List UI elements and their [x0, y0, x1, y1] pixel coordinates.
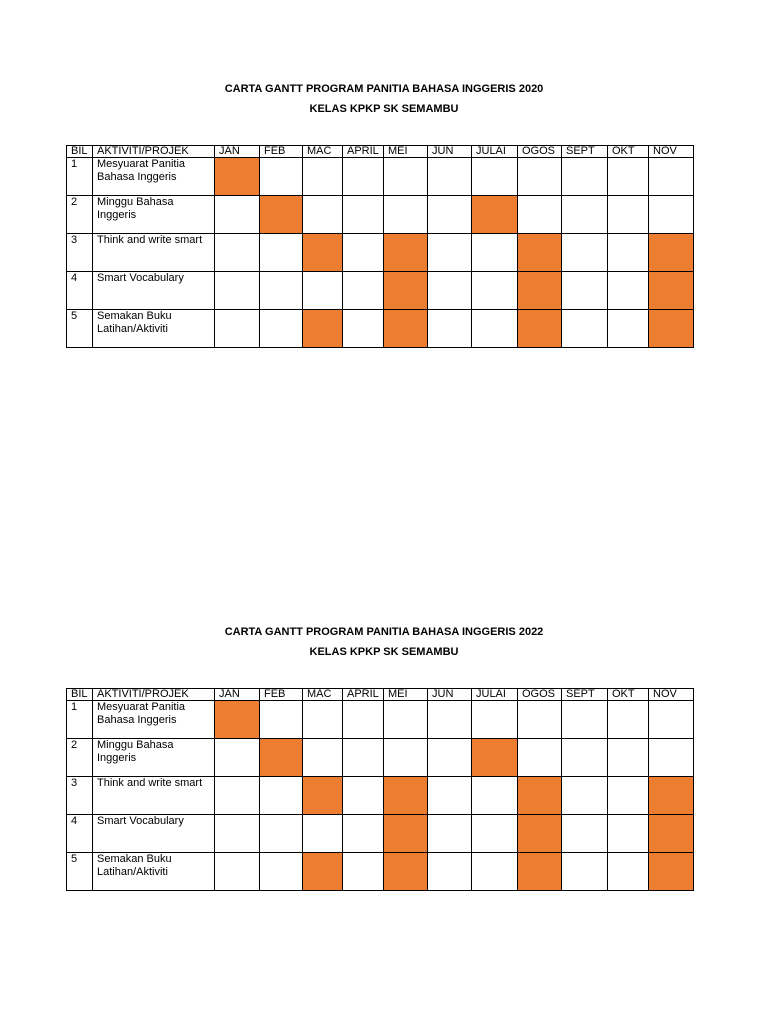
- month-cell: [215, 739, 260, 777]
- bil-cell: 1: [67, 701, 93, 739]
- month-cell: [303, 701, 343, 739]
- scheduled-month-cell: [518, 777, 562, 815]
- table-row: [67, 853, 694, 891]
- table-row: [67, 234, 694, 272]
- header-row: [67, 689, 694, 701]
- bil-cell: 2: [67, 196, 93, 234]
- scheduled-month-cell: [649, 853, 694, 891]
- bil-cell: 3: [67, 777, 93, 815]
- month-cell: [562, 234, 608, 272]
- header-cell: NOV: [649, 146, 694, 158]
- month-cell: [428, 310, 472, 348]
- month-cell: [384, 158, 428, 196]
- activity-cell: Mesyuarat Panitia Bahasa Inggeris: [93, 158, 215, 196]
- month-cell: [649, 701, 694, 739]
- month-cell: [518, 701, 562, 739]
- header-cell: APRIL: [343, 689, 384, 701]
- scheduled-month-cell: [303, 777, 343, 815]
- month-cell: [608, 234, 649, 272]
- table-row: [67, 158, 694, 196]
- month-cell: [518, 196, 562, 234]
- month-cell: [260, 272, 303, 310]
- month-cell: [260, 815, 303, 853]
- scheduled-month-cell: [518, 815, 562, 853]
- month-cell: [343, 853, 384, 891]
- month-cell: [428, 158, 472, 196]
- chart-title: CARTA GANTT PROGRAM PANITIA BAHASA INGGERIS 2022: [224, 626, 544, 638]
- header-cell: JULAI: [472, 689, 518, 701]
- activity-cell: Minggu Bahasa Inggeris: [93, 739, 215, 777]
- month-cell: [215, 234, 260, 272]
- month-cell: [343, 777, 384, 815]
- header-row: [67, 146, 694, 158]
- month-cell: [343, 272, 384, 310]
- month-cell: [303, 158, 343, 196]
- month-cell: [649, 158, 694, 196]
- month-cell: [260, 234, 303, 272]
- month-cell: [343, 158, 384, 196]
- month-cell: [260, 158, 303, 196]
- month-cell: [428, 739, 472, 777]
- scheduled-month-cell: [303, 310, 343, 348]
- scheduled-month-cell: [518, 853, 562, 891]
- month-cell: [343, 739, 384, 777]
- scheduled-month-cell: [384, 777, 428, 815]
- header-cell: MAC: [303, 689, 343, 701]
- month-cell: [649, 739, 694, 777]
- chart-title: CARTA GANTT PROGRAM PANITIA BAHASA INGGERIS 2020: [224, 83, 544, 95]
- scheduled-month-cell: [518, 234, 562, 272]
- table-row: [67, 272, 694, 310]
- scheduled-month-cell: [260, 739, 303, 777]
- month-cell: [562, 815, 608, 853]
- header-cell: OKT: [608, 689, 649, 701]
- header-cell: MEI: [384, 146, 428, 158]
- scheduled-month-cell: [303, 234, 343, 272]
- bil-cell: 4: [67, 272, 93, 310]
- month-cell: [215, 815, 260, 853]
- scheduled-month-cell: [518, 272, 562, 310]
- month-cell: [472, 701, 518, 739]
- activity-cell: Smart Vocabulary: [93, 815, 215, 853]
- month-cell: [562, 739, 608, 777]
- month-cell: [472, 234, 518, 272]
- header-cell: BIL: [67, 146, 93, 158]
- month-cell: [608, 815, 649, 853]
- gantt-table: [66, 688, 694, 891]
- activity-cell: Semakan Buku Latihan/Aktiviti: [93, 310, 215, 348]
- month-cell: [472, 815, 518, 853]
- header-cell: JAN: [215, 146, 260, 158]
- month-cell: [518, 739, 562, 777]
- month-cell: [562, 853, 608, 891]
- month-cell: [472, 310, 518, 348]
- month-cell: [384, 196, 428, 234]
- activity-cell: Mesyuarat Panitia Bahasa Inggeris: [93, 701, 215, 739]
- month-cell: [428, 272, 472, 310]
- scheduled-month-cell: [472, 196, 518, 234]
- scheduled-month-cell: [384, 853, 428, 891]
- month-cell: [608, 777, 649, 815]
- scheduled-month-cell: [518, 310, 562, 348]
- month-cell: [608, 701, 649, 739]
- header-cell: FEB: [260, 689, 303, 701]
- scheduled-month-cell: [384, 272, 428, 310]
- month-cell: [343, 701, 384, 739]
- month-cell: [649, 196, 694, 234]
- month-cell: [343, 234, 384, 272]
- bil-cell: 2: [67, 739, 93, 777]
- month-cell: [215, 196, 260, 234]
- month-cell: [608, 739, 649, 777]
- scheduled-month-cell: [260, 196, 303, 234]
- month-cell: [428, 777, 472, 815]
- month-cell: [428, 196, 472, 234]
- month-cell: [303, 739, 343, 777]
- month-cell: [384, 739, 428, 777]
- month-cell: [260, 701, 303, 739]
- month-cell: [343, 815, 384, 853]
- month-cell: [562, 196, 608, 234]
- scheduled-month-cell: [649, 777, 694, 815]
- month-cell: [215, 853, 260, 891]
- header-cell: JULAI: [472, 146, 518, 158]
- activity-cell: Semakan Buku Latihan/Aktiviti: [93, 853, 215, 891]
- scheduled-month-cell: [303, 853, 343, 891]
- header-cell: JUN: [428, 689, 472, 701]
- month-cell: [384, 701, 428, 739]
- month-cell: [562, 272, 608, 310]
- month-cell: [215, 777, 260, 815]
- header-cell: JUN: [428, 146, 472, 158]
- header-cell: OGOS: [518, 689, 562, 701]
- bil-cell: 1: [67, 158, 93, 196]
- activity-cell: Minggu Bahasa Inggeris: [93, 196, 215, 234]
- table-row: [67, 777, 694, 815]
- month-cell: [472, 272, 518, 310]
- table-row: [67, 815, 694, 853]
- month-cell: [428, 853, 472, 891]
- month-cell: [428, 701, 472, 739]
- header-cell: NOV: [649, 689, 694, 701]
- activity-cell: Think and write smart: [93, 234, 215, 272]
- month-cell: [608, 196, 649, 234]
- header-cell: JAN: [215, 689, 260, 701]
- header-cell: MAC: [303, 146, 343, 158]
- header-cell: SEPT: [562, 689, 608, 701]
- activity-cell: Think and write smart: [93, 777, 215, 815]
- table-row: [67, 739, 694, 777]
- month-cell: [472, 853, 518, 891]
- scheduled-month-cell: [649, 310, 694, 348]
- month-cell: [303, 196, 343, 234]
- activity-cell: Smart Vocabulary: [93, 272, 215, 310]
- month-cell: [518, 158, 562, 196]
- header-cell: MEI: [384, 689, 428, 701]
- scheduled-month-cell: [384, 815, 428, 853]
- month-cell: [215, 310, 260, 348]
- scheduled-month-cell: [649, 234, 694, 272]
- gantt-table: [66, 145, 694, 348]
- table-row: [67, 196, 694, 234]
- month-cell: [260, 853, 303, 891]
- month-cell: [472, 158, 518, 196]
- table-row: [67, 310, 694, 348]
- chart-subtitle: KELAS KPKP SK SEMAMBU: [309, 103, 459, 115]
- month-cell: [343, 196, 384, 234]
- header-cell: AKTIVITI/PROJEK: [93, 146, 215, 158]
- month-cell: [608, 310, 649, 348]
- month-cell: [343, 310, 384, 348]
- month-cell: [303, 272, 343, 310]
- scheduled-month-cell: [472, 739, 518, 777]
- scheduled-month-cell: [384, 234, 428, 272]
- header-cell: BIL: [67, 689, 93, 701]
- month-cell: [608, 853, 649, 891]
- month-cell: [428, 234, 472, 272]
- gantt-section-2022: [0, 625, 768, 878]
- month-cell: [562, 777, 608, 815]
- chart-subtitle: KELAS KPKP SK SEMAMBU: [309, 646, 459, 658]
- month-cell: [472, 777, 518, 815]
- scheduled-month-cell: [215, 701, 260, 739]
- bil-cell: 3: [67, 234, 93, 272]
- scheduled-month-cell: [215, 158, 260, 196]
- month-cell: [260, 310, 303, 348]
- header-cell: OGOS: [518, 146, 562, 158]
- month-cell: [428, 815, 472, 853]
- header-cell: FEB: [260, 146, 303, 158]
- month-cell: [608, 158, 649, 196]
- header-cell: SEPT: [562, 146, 608, 158]
- month-cell: [303, 815, 343, 853]
- bil-cell: 5: [67, 310, 93, 348]
- scheduled-month-cell: [649, 815, 694, 853]
- bil-cell: 5: [67, 853, 93, 891]
- month-cell: [260, 777, 303, 815]
- table-row: [67, 701, 694, 739]
- month-cell: [562, 701, 608, 739]
- month-cell: [562, 310, 608, 348]
- month-cell: [608, 272, 649, 310]
- month-cell: [215, 272, 260, 310]
- scheduled-month-cell: [384, 310, 428, 348]
- scheduled-month-cell: [649, 272, 694, 310]
- header-cell: OKT: [608, 146, 649, 158]
- header-cell: AKTIVITI/PROJEK: [93, 689, 215, 701]
- month-cell: [562, 158, 608, 196]
- bil-cell: 4: [67, 815, 93, 853]
- gantt-section-2020: [0, 82, 768, 335]
- header-cell: APRIL: [343, 146, 384, 158]
